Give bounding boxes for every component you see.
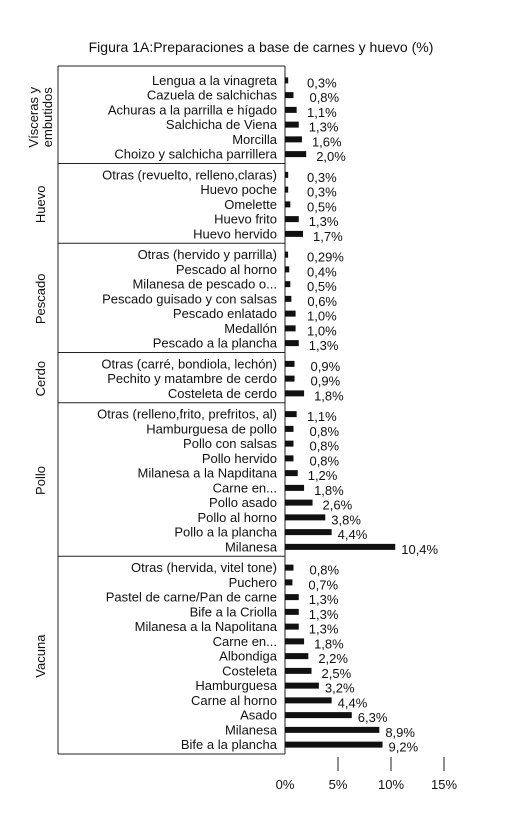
- bar: [285, 565, 293, 571]
- bar: [285, 252, 288, 258]
- bar: [285, 325, 296, 331]
- category-label: Huevo hervido: [193, 226, 277, 242]
- value-label: 1,0%: [307, 323, 337, 339]
- x-tick-label: 10%: [377, 777, 405, 792]
- value-label: 1,3%: [308, 338, 339, 354]
- value-label: 4,4%: [337, 695, 368, 711]
- value-label: 1,3%: [308, 214, 339, 230]
- bar: [285, 172, 288, 178]
- category-label: Huevo frito: [214, 211, 277, 227]
- bar: [285, 361, 295, 367]
- group-label: Pollo: [33, 466, 48, 495]
- bar: [285, 201, 290, 207]
- value-label: 0,8%: [309, 438, 340, 454]
- value-label: 9,2%: [388, 739, 419, 755]
- category-label: Otras (hervida, vitel tone): [131, 560, 277, 576]
- bar-row: [153, 336, 339, 354]
- category-label: Puchero: [228, 574, 277, 590]
- category-label: Pescado enlatado: [172, 306, 277, 322]
- value-label: 0,8%: [309, 90, 340, 106]
- bar: [285, 683, 319, 689]
- bar: [285, 311, 296, 317]
- bar: [285, 594, 299, 600]
- bar: [285, 579, 292, 585]
- category-label: Otras (carré, bondiola, lechón): [101, 356, 277, 372]
- x-tick-label: 0%: [275, 777, 295, 792]
- category-label: Milanesa a la Napditana: [137, 465, 277, 481]
- category-label: Morcilla: [232, 131, 277, 147]
- bar: [285, 411, 297, 417]
- group-label: Cerdo: [33, 360, 48, 397]
- value-label: 0,7%: [308, 577, 339, 593]
- value-label: 0,3%: [307, 169, 337, 185]
- group-label: Huevo: [33, 185, 48, 224]
- category-label: Bife a la plancha: [180, 737, 277, 753]
- bar: [285, 470, 298, 476]
- value-label: 1,6%: [311, 134, 342, 150]
- bar: [285, 122, 299, 128]
- category-label: Hamburguesa de pollo: [146, 421, 277, 437]
- value-label: 1,3%: [308, 606, 339, 622]
- category-label: Carne en...: [212, 633, 277, 649]
- category-label: Hamburguesa: [195, 678, 277, 694]
- bar: [285, 712, 352, 718]
- bar: [285, 624, 299, 630]
- value-label: 0,29%: [307, 249, 344, 265]
- value-label: 0,5%: [307, 199, 337, 215]
- category-label: Cazuela de salchichas: [146, 87, 277, 103]
- category-label: Bife a la Criolla: [189, 604, 277, 620]
- bar: [285, 609, 299, 615]
- bar: [285, 390, 304, 396]
- bar: [285, 529, 332, 535]
- value-label: 1,3%: [308, 119, 339, 135]
- value-label: 1,8%: [314, 388, 344, 404]
- value-label: 0,9%: [310, 373, 341, 389]
- value-label: 0,8%: [309, 423, 340, 439]
- category-label: Asado: [240, 707, 277, 723]
- value-label: 1,1%: [307, 409, 337, 425]
- group-label: Vacuna: [33, 634, 48, 678]
- bar: [285, 107, 297, 113]
- bar: [285, 514, 325, 520]
- bar: [285, 266, 289, 272]
- value-label: 0,8%: [309, 453, 340, 469]
- value-label: 0,5%: [307, 279, 337, 295]
- category-label: Huevo poche: [200, 182, 277, 198]
- group-label: embutidos: [40, 87, 55, 148]
- bar: [285, 426, 293, 432]
- bar: [285, 77, 288, 83]
- value-label: 0,3%: [307, 184, 337, 200]
- bar: [285, 742, 383, 748]
- bar-row: [193, 226, 343, 244]
- category-label: Carne al horno: [191, 692, 277, 708]
- bar: [285, 500, 313, 506]
- value-label: 0,9%: [310, 358, 341, 374]
- x-axis: [276, 757, 458, 792]
- bar: [285, 296, 291, 302]
- value-label: 2,6%: [322, 497, 353, 513]
- category-label: Otras (revuelto, relleno,claras): [102, 167, 277, 183]
- bar: [285, 92, 293, 98]
- category-label: Albondiga: [219, 648, 277, 664]
- category-label: Pollo hervido: [201, 450, 277, 466]
- value-label: 1,1%: [307, 104, 337, 120]
- bar: [285, 216, 299, 222]
- category-label: Milanesa a la Napolitana: [134, 619, 277, 635]
- bar-row: [191, 693, 368, 711]
- category-label: Costeleta de cerdo: [167, 385, 277, 401]
- bar: [285, 441, 293, 447]
- bar: [285, 455, 293, 461]
- bar: [285, 653, 308, 659]
- category-label: Costeleta: [222, 663, 277, 679]
- bar-row: [181, 737, 419, 755]
- value-label: 2,5%: [321, 665, 352, 681]
- category-label: Otras (relleno,frito, prefritos, al): [97, 406, 277, 422]
- category-label: Milanesa: [224, 539, 277, 555]
- category-label: Pescado al horno: [175, 261, 277, 277]
- category-label: Pollo con salsas: [183, 436, 277, 452]
- group-label: Vísceras y: [26, 86, 41, 148]
- bar: [285, 485, 304, 491]
- value-label: 3,8%: [331, 512, 361, 528]
- category-label: Pastel de carne/Pan de carne: [105, 589, 277, 605]
- value-label: 0,3%: [307, 75, 337, 91]
- value-label: 0,6%: [307, 293, 338, 309]
- bar: [285, 697, 332, 703]
- bar: [285, 727, 379, 733]
- bar: [285, 638, 304, 644]
- bar: [285, 231, 303, 237]
- group-label: Pescado: [33, 273, 48, 325]
- category-label: Pollo a la plancha: [174, 524, 277, 540]
- bar: [285, 340, 299, 346]
- value-label: 1,3%: [308, 592, 339, 608]
- category-label: Otras (hervido y parrilla): [137, 247, 277, 263]
- value-label: 4,4%: [337, 527, 368, 543]
- x-tick-label: 5%: [328, 777, 348, 792]
- bar: [285, 151, 306, 157]
- value-label: 1,8%: [314, 482, 344, 498]
- bar: [285, 281, 290, 287]
- value-label: 0,8%: [309, 562, 340, 578]
- value-label: 0,4%: [307, 264, 337, 280]
- bar: [285, 544, 395, 550]
- category-label: Milanesa: [224, 722, 277, 738]
- category-label: Pollo asado: [209, 495, 277, 511]
- category-label: Carne en...: [212, 480, 277, 496]
- value-label: 2,2%: [318, 651, 348, 667]
- category-label: Pescado guisado y con salsas: [102, 291, 277, 307]
- bar-row: [225, 539, 439, 557]
- value-label: 3,2%: [324, 680, 355, 696]
- category-label: Salchicha de Viena: [165, 117, 277, 133]
- value-label: 8,9%: [385, 724, 415, 740]
- category-label: Medallón: [224, 320, 277, 336]
- category-label: Pollo al horno: [197, 509, 277, 525]
- value-label: 6,3%: [357, 710, 388, 726]
- category-label: Choizo y salchicha parrillera: [114, 146, 277, 162]
- category-label: Pechito y matambre de cerdo: [107, 371, 277, 387]
- value-label: 1,3%: [308, 621, 339, 637]
- category-label: Milanesa de pescado o...: [132, 276, 277, 292]
- value-label: 1,2%: [307, 468, 338, 484]
- bar: [285, 376, 295, 382]
- bar: [285, 136, 302, 142]
- value-label: 1,8%: [314, 636, 344, 652]
- bar-row: [168, 386, 344, 404]
- bar: [285, 187, 288, 193]
- category-label: Omelette: [224, 196, 277, 212]
- category-label: Lengua a la vinagreta: [151, 72, 277, 88]
- value-label: 1,7%: [313, 228, 343, 244]
- x-tick-label: 15%: [430, 777, 458, 792]
- category-label: Achuras a la parrilla e hígado: [107, 102, 277, 118]
- value-label: 2,0%: [316, 149, 346, 165]
- bar: [285, 668, 312, 674]
- value-label: 10,4%: [401, 541, 439, 557]
- category-label: Pescado a la plancha: [152, 335, 277, 351]
- group-labels: [26, 86, 55, 677]
- chart-rows: [97, 73, 438, 755]
- chart-title: Figura 1A:Preparaciones a base de carnes y huevo (%): [88, 39, 434, 55]
- value-label: 1,0%: [307, 308, 337, 324]
